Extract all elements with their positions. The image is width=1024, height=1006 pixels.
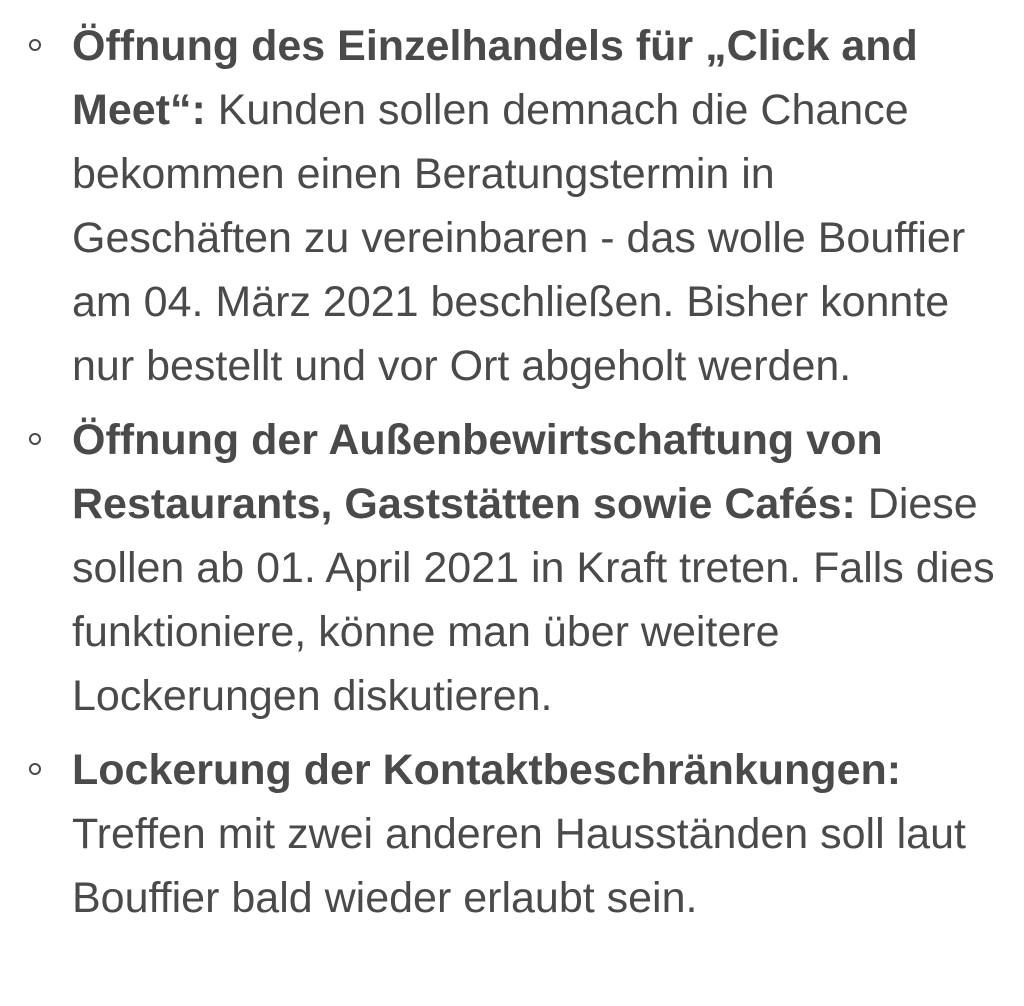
item-text: Kunden sollen demnach die Chance bekommen einen Beratungstermin in Geschäften zu vereinbaren - das wolle Bouffier am 04. März 2021 beschließen. Bisher konnte nur bestellt und vor Ort abgeholt werden. bbox=[72, 86, 966, 390]
item-heading: Lockerung der Kontaktbeschränkungen: bbox=[72, 746, 902, 794]
list-item bbox=[0, 14, 1024, 398]
list-item bbox=[0, 738, 1024, 930]
item-text: Treffen mit zwei anderen Hausständen soll laut Bouffier bald wieder erlaubt sein. bbox=[72, 810, 966, 922]
item-heading: Öffnung der Außenbewirtschaftung von Restaurants, Gaststätten sowie Cafés: bbox=[72, 416, 883, 528]
item-heading: Öffnung des Einzelhandels für „Click and Meet“: bbox=[72, 22, 918, 134]
hollow-circle-bullet-icon bbox=[29, 433, 41, 445]
hollow-circle-bullet-icon bbox=[29, 763, 41, 775]
hollow-circle-bullet-icon bbox=[29, 39, 41, 51]
item-text: Diese sollen ab 01. April 2021 in Kraft treten. Falls dies funktioniere, könne man über weitere Lockerungen diskutieren. bbox=[72, 480, 995, 720]
list-item bbox=[0, 408, 1024, 728]
